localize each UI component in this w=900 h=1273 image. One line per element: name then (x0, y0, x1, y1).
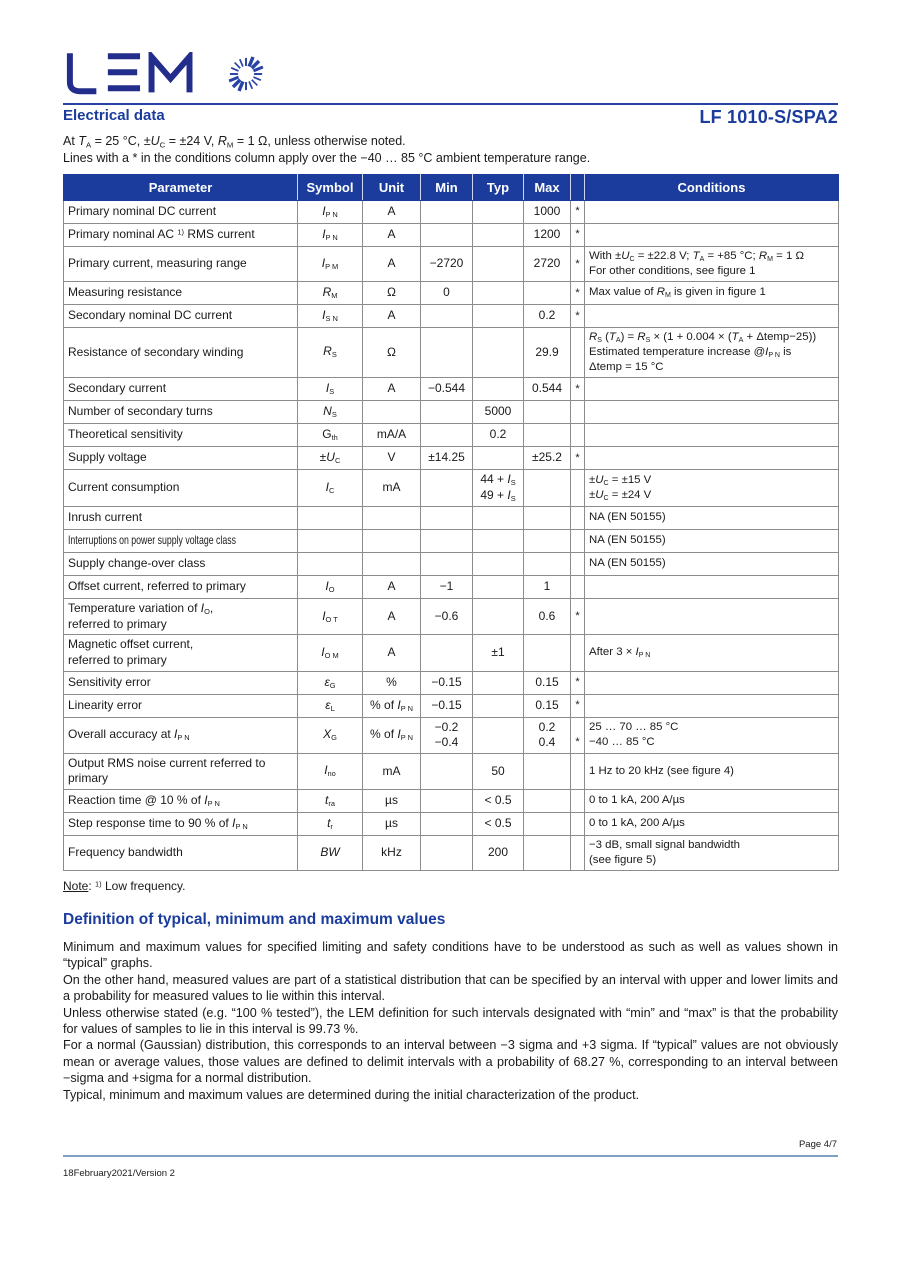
cell-max: ±25.2 (524, 447, 571, 470)
cell-star (571, 753, 585, 789)
cell-star: * (571, 304, 585, 327)
cell-star: * (571, 223, 585, 246)
table-row (64, 694, 839, 717)
cell-typ (473, 378, 524, 401)
cell-min (421, 552, 473, 575)
cell-symbol: BW (298, 835, 363, 870)
definition-body (63, 939, 838, 1104)
cell-param: Magnetic offset current, referred to primary (64, 635, 298, 671)
cell-symbol: $I_{P N}$ (298, 200, 363, 223)
cell-cond (585, 575, 839, 598)
cell-cond (585, 223, 839, 246)
cell-symbol (298, 506, 363, 529)
cell-unit: µs (363, 789, 421, 812)
cell-unit: Ω (363, 281, 421, 304)
cell-star (571, 575, 585, 598)
product-title: LF 1010-S/SPA2 (699, 107, 838, 127)
cell-star: * (571, 717, 585, 753)
cell-param: Output RMS noise current referred to primary (64, 753, 298, 789)
cell-max: 1200 (524, 223, 571, 246)
cell-cond: 25 … 70 … 85 °C −40 … 85 °C (585, 717, 839, 753)
cell-typ: 5000 (473, 401, 524, 424)
cell-min: −0.544 (421, 378, 473, 401)
cell-max: 0.15 (524, 671, 571, 694)
col-header-typ: Typ (473, 174, 524, 200)
cell-typ: < 0.5 (473, 789, 524, 812)
definition-paragraph: Minimum and maximum values for specified limiting and safety conditions have to be understood as such as well as values shown in “typical” graphs. (63, 939, 838, 971)
col-header-unit: Unit (363, 174, 421, 200)
cell-typ: 200 (473, 835, 524, 870)
table-row (64, 671, 839, 694)
cell-max (524, 635, 571, 671)
cell-param: Linearity error (64, 694, 298, 717)
table-row (64, 529, 839, 552)
cell-symbol: $X_G$ (298, 717, 363, 753)
cell-typ: 50 (473, 753, 524, 789)
definition-paragraph: Unless otherwise stated (e.g. “100 % tested”), the LEM definition for such intervals designated with “min” and “max” is that the probability for values of samples to lie in this interval is 99.73 %. (63, 1005, 838, 1036)
cell-unit: % (363, 671, 421, 694)
table-row (64, 717, 839, 753)
cell-typ (473, 598, 524, 634)
cell-typ: $44 + I_S$ $49 + I_S$ (473, 470, 524, 507)
cell-min: −0.15 (421, 694, 473, 717)
table-row (64, 401, 839, 424)
cell-symbol: $I_{O T}$ (298, 598, 363, 634)
cell-cond (585, 671, 839, 694)
cell-cond (585, 598, 839, 634)
cell-max: 1 (524, 575, 571, 598)
cell-symbol: $I_{P M}$ (298, 246, 363, 281)
cell-min (421, 424, 473, 447)
table-row (64, 470, 839, 507)
table-body (64, 200, 839, 870)
cell-cond: NA (EN 50155) (585, 552, 839, 575)
table-row (64, 506, 839, 529)
cell-typ (473, 694, 524, 717)
cell-cond: 0 to 1 kA, 200 A/µs (585, 812, 839, 835)
col-header-star (571, 174, 585, 200)
cell-min (421, 223, 473, 246)
definition-paragraph: For a normal (Gaussian) distribution, this corresponds to an interval between −3 sigma and +3 sigma. If “typical” values are not obviously mean or average values, those values are defined to delimit intervals with a probability of 68.27 %, corresponding to an interval between −sigma and +sigma for a normal distribution. (63, 1038, 838, 1086)
cell-cond: Max value of $R_M$ is given in figure 1 (585, 281, 839, 304)
cell-unit: A (363, 200, 421, 223)
cell-unit: mA (363, 753, 421, 789)
cell-param: Step response time to 90 % of $I_{P N}$ (64, 812, 298, 835)
col-header-min: Min (421, 174, 473, 200)
cell-unit (363, 529, 421, 552)
cell-unit: % of $I_{P N}$ (363, 717, 421, 753)
definition-paragraph: Typical, minimum and maximum values are determined during the initial characterization of the product. (63, 1087, 640, 1102)
cell-param: Primary nominal DC current (64, 200, 298, 223)
cell-param: Theoretical sensitivity (64, 424, 298, 447)
cell-symbol: $\pm U_C$ (298, 447, 363, 470)
col-header-parameter: Parameter (64, 174, 298, 200)
page-number: Page 4/7 (798, 1139, 837, 1150)
cell-min (421, 812, 473, 835)
table-row (64, 424, 839, 447)
header-divider (63, 103, 838, 105)
cell-typ: < 0.5 (473, 812, 524, 835)
cell-star (571, 812, 585, 835)
cell-max: 29.9 (524, 327, 571, 377)
cell-min: −2720 (421, 246, 473, 281)
cell-symbol: $\varepsilon_G$ (298, 671, 363, 694)
cell-symbol: $I_S$ (298, 378, 363, 401)
cell-cond (585, 447, 839, 470)
cell-symbol: $I_C$ (298, 470, 363, 507)
cell-min (421, 506, 473, 529)
cell-symbol: $G_{th}$ (298, 424, 363, 447)
cell-unit: A (363, 304, 421, 327)
cell-star: * (571, 378, 585, 401)
cell-typ (473, 552, 524, 575)
cell-min (421, 635, 473, 671)
cell-cond (585, 401, 839, 424)
cell-max: 0.15 (524, 694, 571, 717)
cell-min (421, 789, 473, 812)
cell-star (571, 401, 585, 424)
cell-param: Current consumption (64, 470, 298, 507)
cell-typ (473, 717, 524, 753)
datasheet-page (63, 0, 838, 1103)
cell-cond: $\pm U_C = \pm 15$ V $\pm U_C = \pm 24$ V (585, 470, 839, 507)
table-row (64, 304, 839, 327)
cell-max (524, 281, 571, 304)
cell-param: Sensitivity error (64, 671, 298, 694)
cell-param: Supply change-over class (64, 552, 298, 575)
cell-cond: 0 to 1 kA, 200 A/µs (585, 789, 839, 812)
cell-symbol: $I_{P N}$ (298, 223, 363, 246)
cell-typ (473, 447, 524, 470)
lem-starburst-icon (223, 51, 269, 97)
cell-star: * (571, 447, 585, 470)
cell-max (524, 552, 571, 575)
cell-min (421, 529, 473, 552)
cell-unit: A (363, 378, 421, 401)
cell-param: Primary nominal AC $^{1)}$ RMS current (64, 223, 298, 246)
cell-unit: A (363, 223, 421, 246)
cell-typ (473, 327, 524, 377)
cell-min (421, 327, 473, 377)
electrical-data-table (63, 174, 839, 871)
cell-unit: mA/A (363, 424, 421, 447)
version-label: 18February2021/Version 2 (63, 1168, 175, 1179)
cell-star (571, 835, 585, 870)
table-row (64, 327, 839, 377)
cell-param: Inrush current (64, 506, 298, 529)
table-row (64, 598, 839, 634)
table-row (64, 835, 839, 870)
table-row (64, 447, 839, 470)
cell-typ (473, 304, 524, 327)
cell-symbol (298, 552, 363, 575)
cell-unit: V (363, 447, 421, 470)
cell-typ (473, 506, 524, 529)
cell-cond (585, 378, 839, 401)
cell-max (524, 835, 571, 870)
cell-typ: ±1 (473, 635, 524, 671)
cell-min: −0.6 (421, 598, 473, 634)
cell-cond (585, 694, 839, 717)
cell-star: * (571, 200, 585, 223)
cell-cond: −3 dB, small signal bandwidth (see figure 5) (585, 835, 839, 870)
cell-unit (363, 552, 421, 575)
cell-symbol: $I_O$ (298, 575, 363, 598)
cell-unit: A (363, 575, 421, 598)
col-header-max: Max (524, 174, 571, 200)
cell-symbol: $\varepsilon_L$ (298, 694, 363, 717)
cell-symbol (298, 529, 363, 552)
cell-typ (473, 246, 524, 281)
cell-max (524, 506, 571, 529)
cell-unit (363, 506, 421, 529)
cell-param: Temperature variation of $I_O$, referred to primary (64, 598, 298, 634)
table-row (64, 753, 839, 789)
cell-max (524, 753, 571, 789)
col-header-symbol: Symbol (298, 174, 363, 200)
cell-star (571, 529, 585, 552)
section-title: Electrical data (63, 107, 165, 124)
cell-symbol: $R_M$ (298, 281, 363, 304)
definition-title: Definition of typical, minimum and maximum values (63, 910, 446, 928)
cell-param: Primary current, measuring range (64, 246, 298, 281)
cell-typ (473, 529, 524, 552)
cell-star: * (571, 671, 585, 694)
cell-max: 1000 (524, 200, 571, 223)
cell-max (524, 401, 571, 424)
cell-unit: A (363, 598, 421, 634)
cell-max (524, 424, 571, 447)
table-header (64, 174, 839, 200)
cell-symbol: $I_{S N}$ (298, 304, 363, 327)
cell-cond: NA (EN 50155) (585, 529, 839, 552)
cell-max: 0.2 0.4 (524, 717, 571, 753)
intro-text (63, 133, 838, 167)
col-header-conditions: Conditions (585, 174, 839, 200)
cell-min: 0 (421, 281, 473, 304)
cell-typ (473, 281, 524, 304)
table-row (64, 552, 839, 575)
cell-param: Secondary nominal DC current (64, 304, 298, 327)
table-row (64, 635, 839, 671)
cell-unit: A (363, 635, 421, 671)
table-row (64, 789, 839, 812)
lem-logo (63, 52, 201, 96)
cell-star: * (571, 598, 585, 634)
table-row (64, 575, 839, 598)
cell-max (524, 529, 571, 552)
cell-cond: After $3 \times I_{P N}$ (585, 635, 839, 671)
cell-symbol: $N_S$ (298, 401, 363, 424)
cell-cond: $R_S$ $(T_A) = R_S \times (1 + 0.004 \times (T_A$ + Δtemp−25)) Estimated temperature increase $@I_{P N}$ is Δtemp = 15 °C (585, 327, 839, 377)
cell-symbol: $t_{ra}$ (298, 789, 363, 812)
cell-min: −0.15 (421, 671, 473, 694)
cell-param: Offset current, referred to primary (64, 575, 298, 598)
table-row (64, 200, 839, 223)
cell-star: * (571, 694, 585, 717)
cell-star (571, 789, 585, 812)
cell-star (571, 506, 585, 529)
cell-cond: With $\pm U_C = \pm 22.8$ V; $T_A = +85$ °C; $R_M = 1$ Ω For other conditions, see figure 1 (585, 246, 839, 281)
table-row (64, 246, 839, 281)
cell-min: −1 (421, 575, 473, 598)
table-row (64, 281, 839, 304)
cell-typ (473, 671, 524, 694)
cell-star (571, 424, 585, 447)
cell-unit: Ω (363, 327, 421, 377)
cell-symbol: $I_{O M}$ (298, 635, 363, 671)
table-row (64, 223, 839, 246)
cell-star: * (571, 281, 585, 304)
footnote: Note: $^{1)}$ Low frequency. (63, 878, 186, 893)
cell-typ (473, 223, 524, 246)
cell-min: −0.2 −0.4 (421, 717, 473, 753)
cell-typ (473, 200, 524, 223)
cell-unit: kHz (363, 835, 421, 870)
cell-cond (585, 424, 839, 447)
cell-star (571, 552, 585, 575)
cell-param: Frequency bandwidth (64, 835, 298, 870)
footer-divider (63, 1155, 838, 1157)
definition-paragraph: On the other hand, measured values are part of a statistical distribution that can be specified by an interval with upper and lower limits and a probability for measured values to lie within this interval. (63, 972, 838, 1004)
cell-star (571, 470, 585, 507)
intro-line-2: Lines with a * in the conditions column apply over the −40 … 85 °C ambient temperature range. (63, 151, 591, 166)
cell-symbol: $I_{no}$ (298, 753, 363, 789)
cell-param: Secondary current (64, 378, 298, 401)
cell-max: 0.6 (524, 598, 571, 634)
cell-param: Number of secondary turns (64, 401, 298, 424)
cell-unit: % of $I_{P N}$ (363, 694, 421, 717)
cell-param: Resistance of secondary winding (64, 327, 298, 377)
cell-unit: µs (363, 812, 421, 835)
cell-param: Measuring resistance (64, 281, 298, 304)
logo-row (63, 50, 838, 98)
cell-max (524, 470, 571, 507)
cell-unit: A (363, 246, 421, 281)
cell-min (421, 753, 473, 789)
cell-cond: 1 Hz to 20 kHz (see figure 4) (585, 753, 839, 789)
cell-max (524, 812, 571, 835)
cell-min (421, 470, 473, 507)
cell-symbol: $R_S$ (298, 327, 363, 377)
cell-min (421, 200, 473, 223)
intro-line-1: At $T_A = 25$ °C, $\pm U_C = \pm 24$ V, $R_M = 1$ Ω, unless otherwise noted. (63, 134, 406, 150)
cell-param: Supply voltage (64, 447, 298, 470)
table-row (64, 378, 839, 401)
cell-cond: NA (EN 50155) (585, 506, 839, 529)
cell-typ (473, 575, 524, 598)
cell-min (421, 401, 473, 424)
cell-cond (585, 200, 839, 223)
cell-star (571, 327, 585, 377)
cell-star (571, 635, 585, 671)
cell-param: Reaction time @ 10 % of $I_{P N}$ (64, 789, 298, 812)
cell-symbol: $t_r$ (298, 812, 363, 835)
cell-param: Overall accuracy at $I_{P N}$ (64, 717, 298, 753)
cell-star: * (571, 246, 585, 281)
cell-unit (363, 401, 421, 424)
cell-max: 0.544 (524, 378, 571, 401)
table-row (64, 812, 839, 835)
cell-cond (585, 304, 839, 327)
cell-param: Interruptions on power supply voltage class (64, 529, 298, 552)
cell-typ: 0.2 (473, 424, 524, 447)
cell-min (421, 304, 473, 327)
cell-max: 0.2 (524, 304, 571, 327)
cell-max (524, 789, 571, 812)
cell-unit: mA (363, 470, 421, 507)
cell-min (421, 835, 473, 870)
cell-min: ±14.25 (421, 447, 473, 470)
cell-max: 2720 (524, 246, 571, 281)
